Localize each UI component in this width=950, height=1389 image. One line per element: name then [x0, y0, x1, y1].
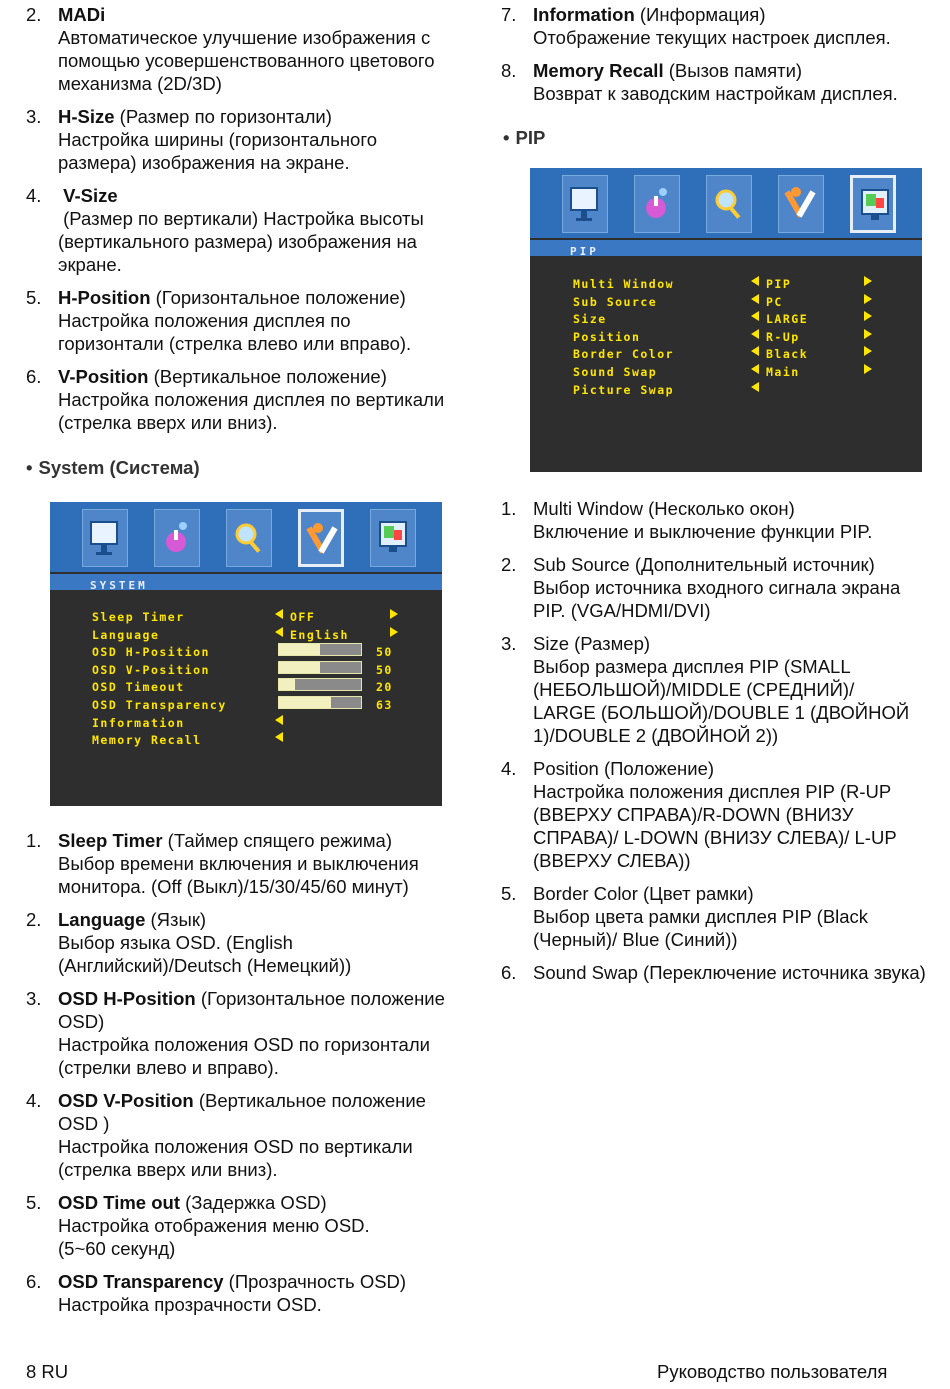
osd-slider-bar: [278, 678, 362, 691]
item-description-line: Настройка положения OSD по вертикали: [58, 1136, 413, 1157]
left-top-list: [0, 3, 475, 444]
pip-osd-screenshot: [530, 168, 922, 472]
item-title-translation: Multi Window (Несколько окон): [533, 498, 795, 519]
item-description-line: Настройка положения дисплея по: [58, 310, 351, 331]
item-number: 6.: [501, 962, 517, 983]
item-description-line: 1)/DOUBLE 2 (ДВОЙНОЙ 2)): [533, 725, 779, 746]
item-title-translation: (Горизонтальное положение): [150, 287, 406, 308]
item-title: OSD V-Position: [58, 1090, 194, 1111]
right-bottom-list: [475, 497, 950, 994]
arrow-left-icon: [751, 276, 759, 286]
item-number: 2.: [501, 554, 517, 575]
item-description-line: Настройка положения дисплея PIP (R-UP: [533, 781, 892, 802]
osd-row-label: Multi Window: [573, 277, 675, 291]
item-number: 2.: [26, 909, 42, 930]
osd-menu-icon: [634, 175, 680, 233]
list-item: [475, 3, 950, 49]
item-description-line: Настройка ширины (горизонтального: [58, 129, 377, 150]
osd-slider-fill: [279, 679, 295, 690]
item-title: OSD Transparency: [58, 1271, 224, 1292]
list-item: [475, 632, 950, 747]
right-top-list: [475, 3, 950, 115]
item-number: 8.: [501, 60, 517, 81]
item-description-line: (стрелка вверх или вниз).: [58, 412, 278, 433]
item-heading: [533, 59, 950, 82]
list-item: [0, 184, 475, 276]
arrow-left-icon: [751, 294, 759, 304]
osd-row-value: English: [290, 627, 349, 642]
item-description-line: Выбор языка OSD. (English: [58, 932, 293, 953]
osd-row-label: Size: [573, 312, 607, 327]
list-item: [475, 59, 950, 105]
list-item: [0, 829, 475, 898]
osd-row-value: R-Up: [766, 329, 800, 344]
item-title-translation: (Таймер спящего режима): [162, 830, 392, 851]
list-item: [475, 497, 950, 543]
item-description-line: (Черный)/ Blue (Синий)): [533, 929, 738, 950]
osd-menu-icon: [226, 509, 272, 567]
item-heading: [533, 632, 950, 655]
osd-slider-fill: [279, 662, 320, 673]
item-description-line: (ВВЕРХУ СПРАВА)/R-DOWN (ВНИЗУ: [533, 804, 854, 825]
item-description-line: Автоматическое улучшение изображения с: [58, 27, 431, 48]
item-number: 4.: [26, 185, 42, 206]
item-title-translation: Position (Положение): [533, 758, 715, 779]
item-heading: [58, 286, 475, 309]
osd-row-label: Language: [92, 627, 160, 642]
item-number: 6.: [26, 366, 42, 387]
list-item: [0, 987, 475, 1079]
item-title-translation: (Информация): [634, 4, 766, 25]
arrow-right-icon: [864, 346, 872, 356]
osd-slider-fill: [279, 644, 320, 655]
osd-menu-icon: [850, 175, 896, 233]
item-title-translation: (Горизонтальное положение: [195, 988, 445, 1009]
osd-slider-bar: [278, 661, 362, 674]
osd-row-value: 50: [376, 645, 393, 660]
item-description-line: Настройка положения OSD по горизонтали: [58, 1034, 430, 1055]
list-item: [0, 286, 475, 355]
osd-row-label: Sound Swap: [573, 365, 658, 379]
item-title: Memory Recall: [533, 60, 664, 81]
item-title-translation: (Язык): [145, 909, 207, 930]
item-heading: [533, 3, 950, 26]
osd-section-header: PIP: [530, 240, 922, 256]
display-icon: [567, 182, 603, 226]
osd-row-label: OSD V-Position: [92, 662, 210, 677]
osd-row-label: Sleep Timer: [92, 610, 185, 624]
item-description-line: помощью усовершенствованного цветового: [58, 50, 435, 71]
item-title: OSD Time out: [58, 1192, 180, 1213]
item-heading: [58, 987, 475, 1010]
color-icon: [639, 182, 675, 226]
item-number: 7.: [501, 4, 517, 25]
osd-menu-icon: [778, 175, 824, 233]
item-number: 4.: [501, 758, 517, 779]
item-heading: [58, 908, 475, 931]
item-number: 3.: [26, 106, 42, 127]
item-description-line: Выбор размера дисплея PIP (SMALL: [533, 656, 851, 677]
color-icon: [159, 516, 195, 560]
item-title: H-Size: [58, 106, 115, 127]
item-heading: [58, 829, 475, 852]
arrow-left-icon: [751, 382, 759, 392]
item-heading: [533, 553, 950, 576]
item-title: V-Size: [58, 185, 118, 206]
item-description-line: Настройка отображения меню OSD.: [58, 1215, 370, 1236]
image-icon: [231, 516, 267, 560]
item-title: MADi: [58, 4, 106, 25]
osd-row-value: Main: [766, 365, 800, 379]
arrow-right-icon: [864, 364, 872, 374]
left-bottom-list: [0, 829, 475, 1326]
osd-row-value: OFF: [290, 610, 316, 624]
item-heading: [533, 961, 950, 984]
item-description-line: (стрелки влево и вправо).: [58, 1057, 279, 1078]
system-osd-screenshot: [50, 502, 442, 806]
arrow-left-icon: [751, 311, 759, 321]
osd-row-label: OSD Timeout: [92, 680, 185, 695]
item-description-line: (стрелка вверх или вниз).: [58, 1159, 278, 1180]
osd-row-label: Sub Source: [573, 294, 658, 309]
item-title-translation: (Вертикальное положение): [148, 366, 387, 387]
item-description-line: Включение и выключение функции PIP.: [533, 521, 873, 542]
manual-title: Руководство пользователя: [657, 1361, 888, 1382]
osd-row-label: Memory Recall: [92, 733, 202, 748]
item-description-line: (Размер по вертикали) Настройка высоты: [58, 208, 424, 229]
item-title-translation: Size (Размер): [533, 633, 651, 654]
osd-slider-fill: [279, 697, 331, 708]
page-number: 8 RU: [26, 1361, 69, 1382]
item-heading: [533, 497, 950, 520]
item-description-line: СПРАВА)/ L-DOWN (ВНИЗУ СЛЕВА)/ L-UP: [533, 827, 897, 848]
list-item: [0, 908, 475, 977]
item-description-line: монитора. (Off (Выкл)/15/30/45/60 минут): [58, 876, 409, 897]
osd-row-value: 20: [376, 680, 393, 695]
item-description-line: LARGE (БОЛЬШОЙ)/DOUBLE 1 (ДВОЙНОЙ: [533, 702, 910, 723]
osd-menu-icon: [370, 509, 416, 567]
item-description-line: PIP. (VGA/HDMI/DVI): [533, 600, 711, 621]
item-heading: [58, 1191, 475, 1214]
item-description-line: Выбор источника входного сигнала экрана: [533, 577, 901, 598]
pip-icon: [375, 516, 411, 560]
osd-row-label: OSD H-Position: [92, 645, 210, 660]
item-description-line: (вертикального размера) изображения на: [58, 231, 417, 252]
osd-slider-bar: [278, 643, 362, 656]
item-description-line: (НЕБОЛЬШОЙ)/MIDDLE (СРЕДНИЙ)/: [533, 679, 855, 700]
arrow-left-icon: [751, 329, 759, 339]
item-description-line: Выбор цвета рамки дисплея PIP (Black: [533, 906, 869, 927]
arrow-right-icon: [864, 311, 872, 321]
system-section-title: • System (Система): [26, 457, 200, 478]
item-title: Language: [58, 909, 146, 930]
item-number: 5.: [26, 287, 42, 308]
item-description-line: Отображение текущих настроек дисплея.: [533, 27, 891, 48]
osd-row-label: OSD Transparency: [92, 698, 227, 712]
osd-menu-icon: [298, 509, 344, 567]
system-tools-icon: [783, 182, 819, 226]
item-heading: [58, 1089, 475, 1112]
osd-row-value: LARGE: [766, 312, 809, 327]
item-heading: [58, 184, 475, 207]
item-description-line: Выбор времени включения и выключения: [58, 853, 419, 874]
list-item: [0, 1191, 475, 1260]
pip-icon: [857, 184, 893, 228]
display-icon: [87, 516, 123, 560]
item-number: 1.: [26, 830, 42, 851]
list-item: [475, 757, 950, 872]
item-description-line: механизма (2D/3D): [58, 73, 222, 94]
item-title-translation: (Размер по горизонтали): [114, 106, 332, 127]
item-title-translation: (Прозрачность OSD): [223, 1271, 407, 1292]
item-number: 5.: [501, 883, 517, 904]
osd-slider-bar: [278, 696, 362, 709]
list-item: [475, 961, 950, 984]
osd-row-label: Position: [573, 329, 641, 344]
item-description-line: Настройка положения дисплея по вертикали: [58, 389, 445, 410]
item-heading: [58, 365, 475, 388]
item-description-line: (ВВЕРХУ СЛЕВА)): [533, 850, 691, 871]
pip-section-title: • PIP: [503, 127, 546, 148]
item-title: V-Position: [58, 366, 149, 387]
item-heading: [533, 757, 950, 780]
arrow-right-icon: [390, 627, 398, 637]
arrow-left-icon: [275, 715, 283, 725]
osd-section-header: SYSTEM: [50, 574, 442, 590]
item-number: 6.: [26, 1271, 42, 1292]
arrow-left-icon: [751, 364, 759, 374]
item-heading: [58, 3, 475, 26]
list-item: [0, 1089, 475, 1181]
system-tools-icon: [305, 518, 341, 562]
osd-row-value: PC: [766, 294, 783, 309]
item-title-translation: (Вызов памяти): [663, 60, 803, 81]
list-item: [475, 882, 950, 951]
list-item: [0, 365, 475, 434]
item-title: Information: [533, 4, 635, 25]
item-title-translation: Sound Swap (Переключение источника звука): [533, 962, 926, 983]
item-number: 3.: [501, 633, 517, 654]
osd-row-value: 63: [376, 698, 393, 712]
item-description-line: OSD): [58, 1011, 105, 1032]
item-description-line: OSD ): [58, 1113, 110, 1134]
item-number: 5.: [26, 1192, 42, 1213]
item-title-translation: Border Color (Цвет рамки): [533, 883, 754, 904]
osd-menu-icon: [562, 175, 608, 233]
arrow-left-icon: [751, 346, 759, 356]
item-title-translation: (Задержка OSD): [179, 1192, 327, 1213]
osd-row-value: PIP: [766, 277, 792, 291]
arrow-left-icon: [275, 732, 283, 742]
item-description-line: Возврат к заводским настройкам дисплея.: [533, 83, 898, 104]
item-heading: [533, 882, 950, 905]
osd-row-value: Black: [766, 347, 809, 362]
arrow-right-icon: [390, 609, 398, 619]
osd-icon-bar: [50, 502, 442, 572]
item-number: 4.: [26, 1090, 42, 1111]
item-number: 2.: [26, 4, 42, 25]
item-title-translation: Sub Source (Дополнительный источник): [533, 554, 875, 575]
osd-icon-bar: [530, 168, 922, 238]
item-description-line: (Английский)/Deutsch (Немецкий)): [58, 955, 352, 976]
item-title: OSD H-Position: [58, 988, 196, 1009]
image-icon: [711, 182, 747, 226]
arrow-right-icon: [864, 329, 872, 339]
list-item: [0, 105, 475, 174]
osd-row-label: Picture Swap: [573, 382, 675, 397]
item-title: H-Position: [58, 287, 151, 308]
list-item: [475, 553, 950, 622]
list-item: [0, 1270, 475, 1316]
list-item: [0, 3, 475, 95]
item-heading: [58, 105, 475, 128]
arrow-left-icon: [275, 609, 283, 619]
osd-row-label: Information: [92, 715, 185, 730]
osd-menu-icon: [706, 175, 752, 233]
item-description-line: горизонтали (стрелка влево или вправо).: [58, 333, 412, 354]
osd-row-value: 50: [376, 662, 393, 677]
osd-row-label: Border Color: [573, 347, 675, 362]
item-number: 3.: [26, 988, 42, 1009]
item-description-line: экране.: [58, 254, 122, 275]
item-description-line: (5~60 секунд): [58, 1238, 176, 1259]
osd-menu-icon: [82, 509, 128, 567]
osd-menu-icon: [154, 509, 200, 567]
arrow-left-icon: [275, 627, 283, 637]
item-description-line: Настройка прозрачности OSD.: [58, 1294, 322, 1315]
arrow-right-icon: [864, 294, 872, 304]
item-number: 1.: [501, 498, 517, 519]
item-description-line: размера) изображения на экране.: [58, 152, 350, 173]
arrow-right-icon: [864, 276, 872, 286]
item-heading: [58, 1270, 475, 1293]
item-title-translation: (Вертикальное положение: [193, 1090, 426, 1111]
item-title: Sleep Timer: [58, 830, 163, 851]
